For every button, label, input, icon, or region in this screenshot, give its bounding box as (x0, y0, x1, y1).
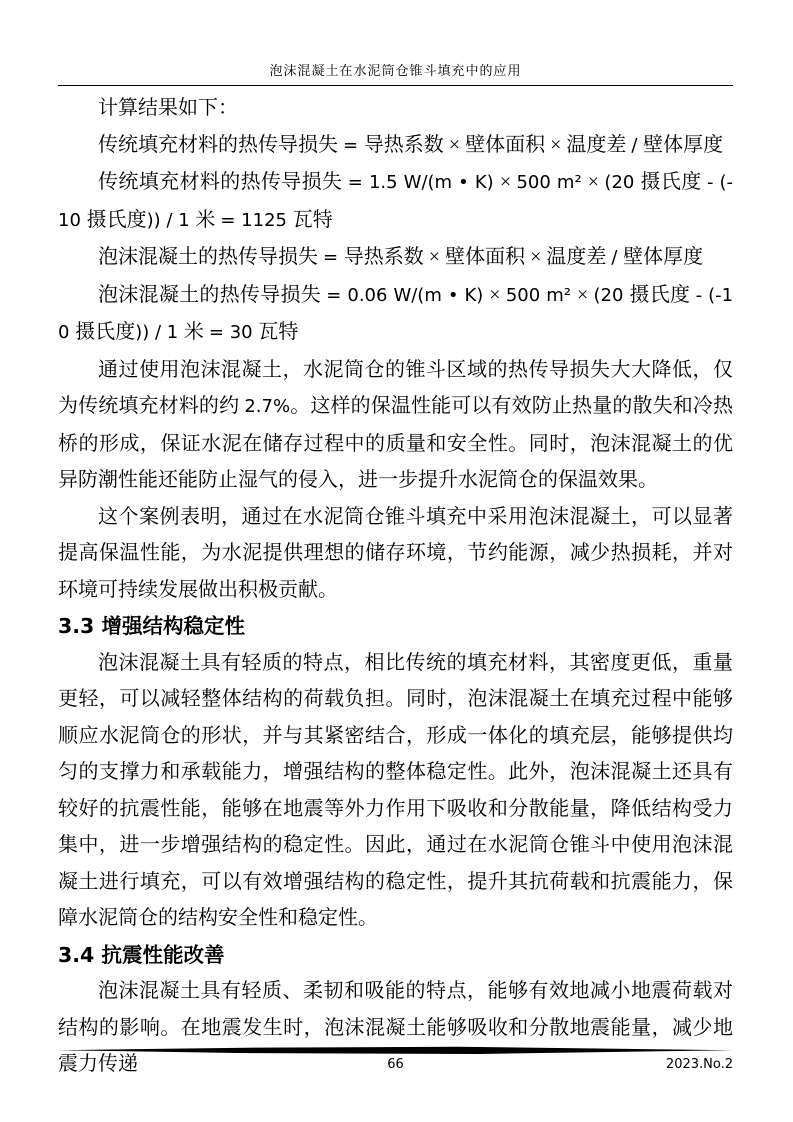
section-heading-3-3: 3.3 增强结构稳定性 (58, 614, 245, 638)
page-body (58, 90, 733, 1083)
paragraph-formula-traditional-symbolic: 传统填充材料的热传导损失 = 导热系数 × 壁体面积 × 温度差 / 壁体厚度 (98, 133, 724, 156)
section-heading-3-4: 3.4 抗震性能改善 (58, 942, 225, 967)
paragraph-formula-traditional-values: 传统填充材料的热传导损失 = 1.5 W/(m • K) × 500 m² × (20 摄氏度 - (-10 摄氏度)) / 1 米 = 1125 瓦特 (58, 171, 734, 231)
page-footer (58, 1046, 733, 1075)
paragraph-formula-foam-values: 泡沫混凝土的热传导损失 = 0.06 W/(m • K) × 500 m² × (20 摄氏度 - (-10 摄氏度)) / 1 米 = 30 瓦特 (58, 283, 734, 343)
paragraph-calc-intro: 计算结果如下： (98, 97, 238, 119)
paragraph-formula-foam-symbolic: 泡沫混凝土的热传导损失 = 导热系数 × 壁体面积 × 温度差 / 壁体厚度 (98, 246, 704, 268)
header-rule (58, 85, 733, 86)
footer-row (58, 1055, 733, 1075)
paragraph-case-conclusion: 这个案例表明，通过在水泥筒仓锥斗填充中采用泡沫混凝土，可以显著提高保温性能，为水泥提供理想的储存环境，节约能源，减少热损耗，并对环境可持续发展做出积极贡献。 (58, 505, 733, 601)
paragraph-structural-stability: 泡沫混凝土具有轻质的特点，相比传统的填充材料，其密度更低，重量更轻，可以减轻整体结构的荷载负担。同时，泡沫混凝土在填充过程中能够顺应水泥筒仓的形状，并与其紧密结合，形成一体化的填充层，能够提供均匀的支撑力和承载能力，增强结构的整体稳定性。此外，泡沫混凝土还具有较好的抗震性能，能够在地震等外力作用下吸收和分散能量，降低结构受力集中，进一步增强结构的稳定性。因此，通过在水泥筒仓锥斗中使用泡沫混凝土进行填充，可以有效增强结构的稳定性，提升其抗荷载和抗震能力，保障水泥筒仓的结构安全性和稳定性。 (58, 651, 733, 929)
footer-rule-bar (58, 1046, 733, 1055)
page-number: 66 (387, 1057, 404, 1072)
paragraph-insulation-result: 通过使用泡沫混凝土，水泥筒仓的锥斗区域的热传导损失大大降低，仅为传统填充材料的约 2.7%。这样的保温性能可以有效防止热量的散失和冷热桥的形成，保证水泥在储存过程中的质量和安全性。同时，泡沫混凝土的优异防潮性能还能防止湿气的侵入，进一步提升水泥筒仓的保温效果。 (58, 358, 734, 491)
running-title: 泡沫混凝土在水泥筒仓锥斗填充中的应用 (269, 63, 522, 78)
paragraph-seismic-improvement: 泡沫混凝土具有轻质、柔韧和吸能的特点，能够有效地减小地震荷载对结构的影响。在地震发生时，泡沫混凝土能够吸收和分散地震能量，减少地震力传递 (58, 980, 733, 1075)
issue-label: 2023.No.2 (665, 1057, 733, 1072)
